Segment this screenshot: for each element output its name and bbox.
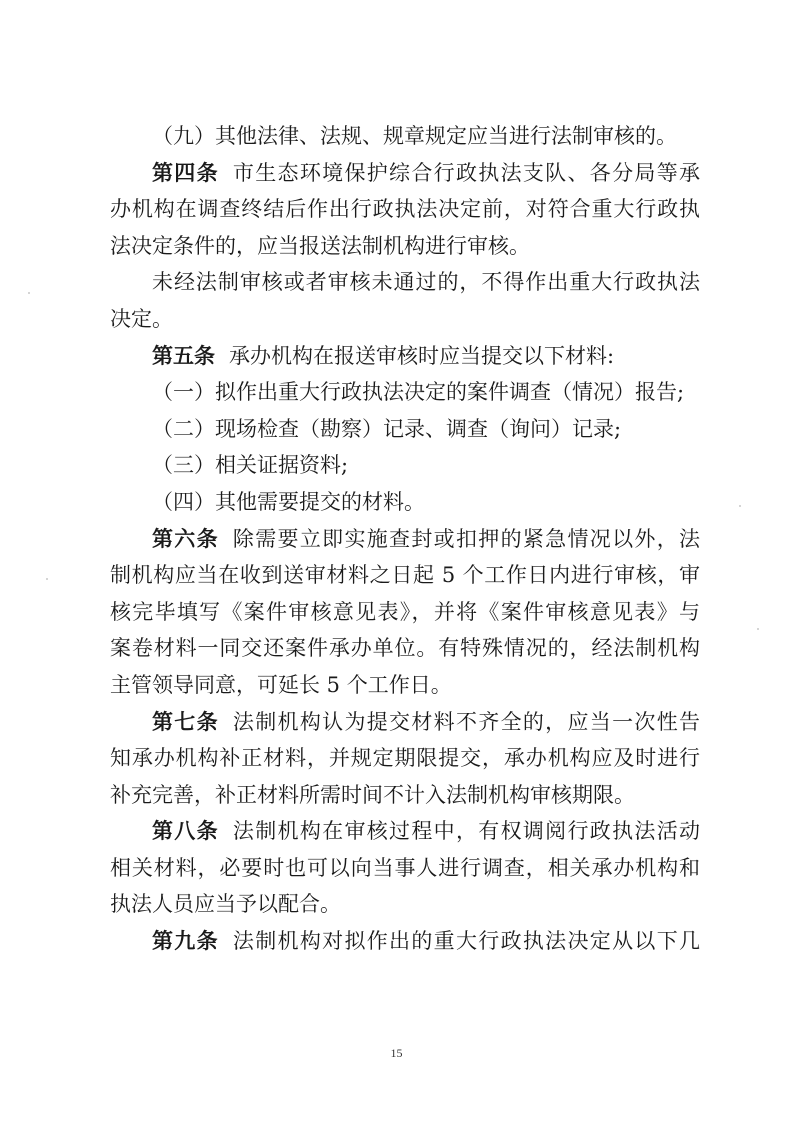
article-heading: 第六条 (152, 526, 219, 551)
article-8-line-2 (110, 850, 700, 887)
article-5-item-3 (110, 447, 700, 484)
line-text: 补充完善，补正材料所需时间不计入法制机构审核期限。 (110, 782, 635, 807)
line-text: 除需要立即实施查封或扣押的紧急情况以外，法 (232, 526, 700, 551)
clause-9-item (110, 118, 700, 155)
article-5-item-1 (110, 374, 700, 411)
article-5-item-4 (110, 484, 700, 521)
article-4-line-3 (110, 228, 700, 265)
line-text: 相关材料，必要时也可以向当事人进行调查，相关承办机构和 (110, 855, 700, 880)
article-4-para-2-line-1 (110, 264, 700, 301)
article-7-line-1 (110, 704, 700, 741)
article-heading: 第九条 (152, 929, 219, 954)
page-number: 15 (390, 1046, 403, 1060)
line-text: 执法人员应当予以配合。 (110, 892, 341, 917)
scan-speck (739, 505, 741, 507)
document-body (110, 118, 700, 960)
line-text: 制机构应当在收到送审材料之日起 5 个工作日内进行审核，审 (110, 563, 700, 588)
scan-speck (28, 292, 30, 294)
line-text: 法制机构对拟作出的重大行政执法决定从以下几 (232, 929, 700, 954)
line-text: 知承办机构补正材料，并规定期限提交，承办机构应及时进行 (110, 746, 700, 771)
article-4-para-2-line-2 (110, 301, 700, 338)
article-9-line-1 (110, 923, 700, 960)
article-4-line-1 (110, 155, 700, 192)
article-7-line-3 (110, 777, 700, 814)
line-text: 核完毕填写《案件审核意见表》，并将《案件审核意见表》与 (110, 599, 700, 624)
line-text: （四）其他需要提交的材料。 (152, 489, 425, 514)
article-5-item-2 (110, 411, 700, 448)
article-8-line-3 (110, 886, 700, 923)
article-6-line-4 (110, 630, 700, 667)
scan-speck (46, 578, 48, 580)
line-text: （九）其他法律、法规、规章规定应当进行法制审核的。 (152, 124, 677, 148)
article-4-line-2 (110, 191, 700, 228)
article-heading: 第四条 (152, 160, 219, 185)
article-6-line-2 (110, 557, 700, 594)
line-text: 决定。 (110, 306, 173, 331)
article-6-line-5 (110, 667, 700, 704)
article-6-line-1 (110, 521, 700, 558)
line-text: （一）拟作出重大行政执法决定的案件调查（情况）报告; (152, 380, 685, 405)
article-heading: 第八条 (152, 819, 219, 844)
line-text: （二）现场检查（勘察）记录、调查（询问）记录; (152, 416, 622, 441)
line-text: 市生态环境保护综合行政执法支队、各分局等承 (232, 160, 700, 185)
scan-speck (757, 628, 759, 630)
article-7-line-2 (110, 740, 700, 777)
line-text: 法决定条件的，应当报送法制机构进行审核。 (110, 233, 530, 258)
line-text: 法制机构认为提交材料不齐全的，应当一次性告 (232, 709, 700, 734)
line-text: 主管领导同意，可延长 5 个工作日。 (110, 672, 452, 697)
line-text: 法制机构在审核过程中，有权调阅行政执法活动 (232, 819, 700, 844)
line-text: 案卷材料一同交还案件承办单位。有特殊情况的，经法制机构 (110, 636, 700, 661)
article-5-line-1 (110, 338, 700, 375)
article-8-line-1 (110, 813, 700, 850)
line-text: （三）相关证据资料; (152, 453, 349, 478)
article-heading: 第七条 (152, 709, 219, 734)
line-text: 办机构在调查终结后作出行政执法决定前，对符合重大行政执 (110, 197, 700, 222)
article-heading: 第五条 (152, 343, 215, 368)
article-6-line-3 (110, 594, 700, 631)
line-text: 承办机构在报送审核时应当提交以下材料: (229, 343, 615, 368)
line-text: 未经法制审核或者审核未通过的，不得作出重大行政执法 (152, 270, 700, 295)
